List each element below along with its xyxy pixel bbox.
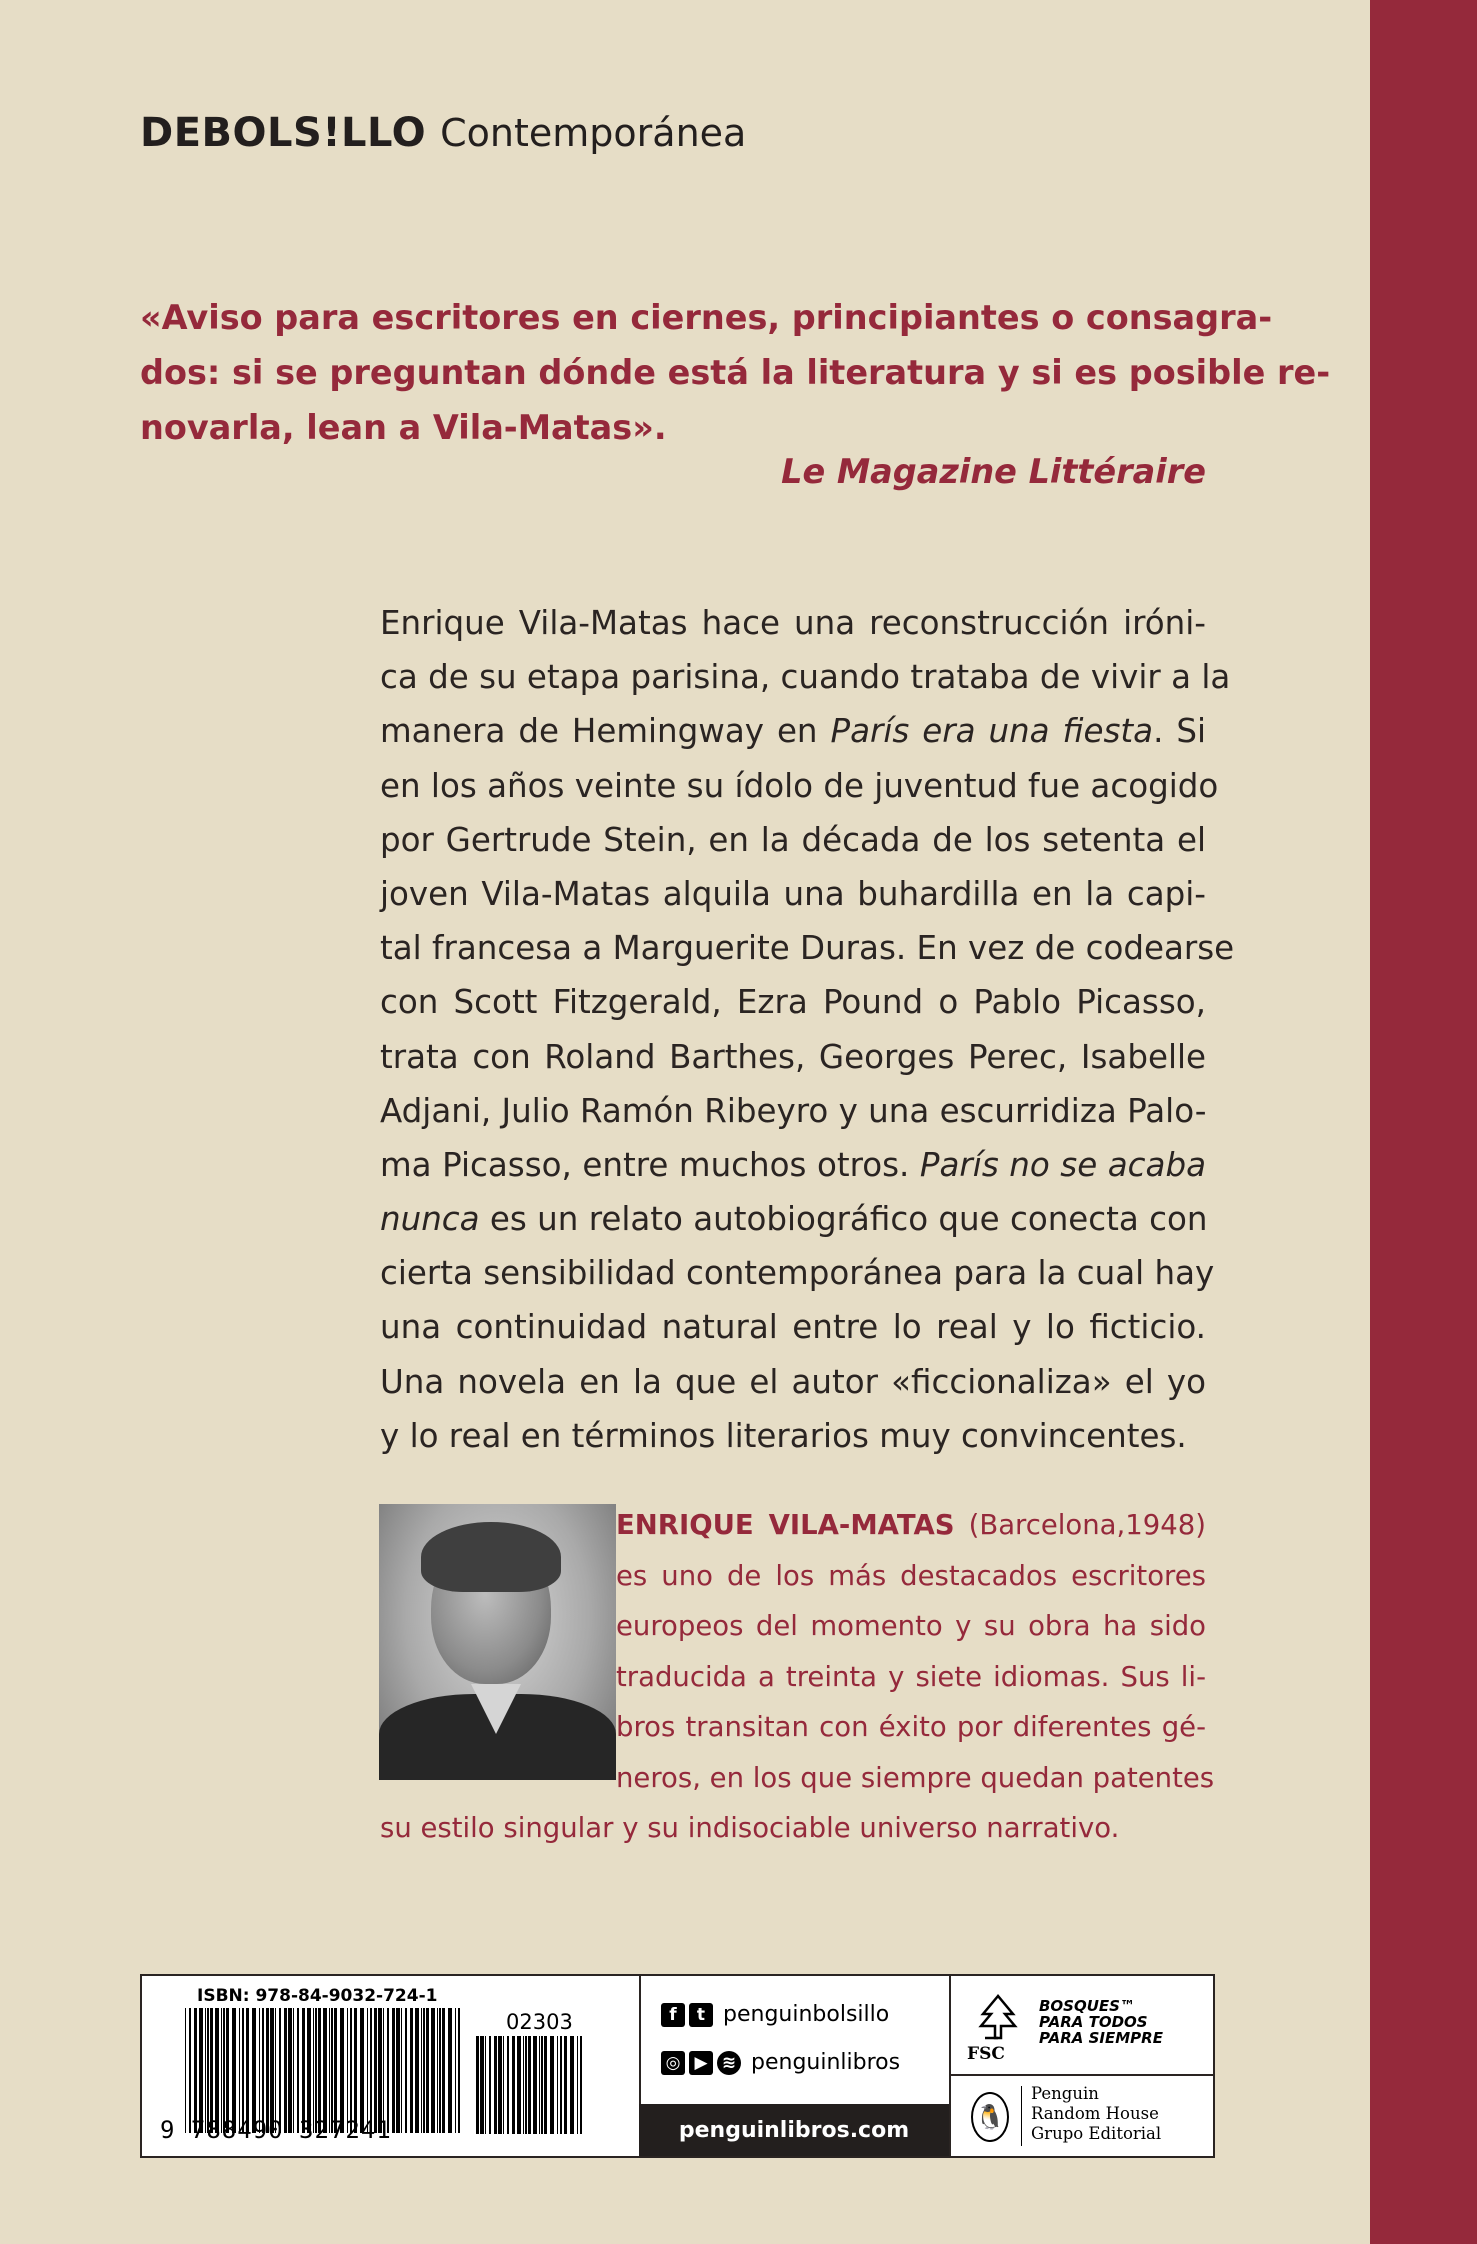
barcode-bar <box>350 2008 352 2133</box>
barcode-bar <box>392 2008 395 2133</box>
barcode-bar <box>458 2008 460 2133</box>
ean-digits: 9 788490 327241 <box>160 2116 392 2144</box>
barcode-bar <box>415 2008 419 2133</box>
barcode-bar <box>564 2036 567 2134</box>
barcode-bar <box>544 2036 547 2134</box>
bio-line: europeos del momento y su obra ha sido <box>616 1610 1206 1642</box>
author-origin: (Barcelona,1948) <box>968 1509 1206 1541</box>
barcode-bar <box>210 2008 213 2133</box>
barcode-bar <box>560 2036 562 2134</box>
barcode-bar <box>329 2008 330 2133</box>
barcode-bar <box>232 2008 236 2133</box>
back-cover-footer <box>140 1974 1215 2158</box>
barcode-bar <box>517 2036 521 2134</box>
barcode-bar <box>347 2008 348 2133</box>
barcode-bar <box>246 2008 249 2133</box>
collection-name: Contemporánea <box>440 111 747 155</box>
barcode-bar <box>207 2008 209 2133</box>
barcode-bar <box>503 2036 504 2134</box>
isbn: ISBN: 978-84-9032-724-1 <box>197 1986 438 2006</box>
barcode-bar <box>550 2036 554 2134</box>
fsc-label: FSC <box>967 2044 1005 2064</box>
barcode-bar <box>194 2008 197 2133</box>
quote-line: novarla, lean a Vila-Matas». <box>140 408 667 447</box>
addon-barcode <box>476 2036 584 2134</box>
barcode-bar <box>489 2036 491 2134</box>
barcode-bar <box>455 2008 456 2133</box>
barcode-bar <box>374 2008 377 2133</box>
barcode-bar <box>360 2008 364 2133</box>
addon-number: 02303 <box>506 2010 573 2034</box>
review-quote <box>140 290 1331 455</box>
bio-first-line <box>616 1500 1206 1551</box>
barcode-bar <box>437 2008 438 2133</box>
barcode-bar <box>570 2036 574 2134</box>
bio-line: neros, en los que siempre quedan patentes <box>616 1761 1215 1794</box>
barcode-bar <box>331 2008 333 2133</box>
barcode-bar <box>485 2036 486 2134</box>
barcode-bar <box>189 2008 191 2133</box>
barcode-bar <box>383 2008 384 2133</box>
synopsis-line: ca de su etapa parisina, cuando trataba de vivir a la <box>380 658 1231 697</box>
synopsis-line: en los años veinte su ídolo de juventud fue acogido <box>380 766 1219 805</box>
synopsis-line: Adjani, Julio Ramón Ribeyro y una escurridiza Palo- <box>380 1091 1207 1130</box>
barcode-bar <box>528 2036 531 2134</box>
barcode-bar <box>421 2008 422 2133</box>
barcode-bar <box>323 2008 327 2133</box>
barcode-bar <box>275 2008 276 2133</box>
logos-divider <box>949 2074 1213 2076</box>
barcode-bar <box>541 2036 543 2134</box>
barcode-bar <box>580 2036 582 2134</box>
barcode-bar <box>577 2036 578 2134</box>
barcode-bar <box>442 2008 445 2133</box>
synopsis-line: con Scott Fitzgerald, Ezra Pound o Pablo Picasso, <box>380 983 1206 1022</box>
barcode-bar <box>448 2008 452 2133</box>
barcode-bar <box>215 2008 219 2133</box>
synopsis-line: tal francesa a Marguerite Duras. En vez de codearse <box>380 929 1235 968</box>
barcode-bar <box>199 2008 203 2133</box>
barcode-bar <box>523 2036 524 2134</box>
author-bio <box>380 1500 1215 1854</box>
barcode-bar <box>367 2008 368 2133</box>
social-row-bolsillo <box>661 2002 889 2027</box>
quote-line: dos: si se preguntan dónde está la literatura y si es posible re- <box>140 353 1331 392</box>
barcode-bar <box>284 2008 287 2133</box>
prh-logo <box>967 2080 1197 2154</box>
synopsis-line: trata con Roland Barthes, Georges Perec, Isabelle <box>380 1037 1206 1076</box>
barcode-bar <box>279 2008 281 2133</box>
barcode-bar <box>293 2008 294 2133</box>
barcode-bar <box>205 2008 206 2133</box>
quote-line: «Aviso para escritores en ciernes, principiantes o consagra- <box>140 298 1273 337</box>
synopsis-line: y lo real en términos literarios muy convincentes. <box>380 1416 1187 1455</box>
barcode-bar <box>242 2008 244 2133</box>
synopsis-line: ma Picasso, entre muchos otros. París no se acaba <box>380 1145 1206 1184</box>
barcode-bar <box>410 2008 413 2133</box>
barcode-bar <box>307 2008 311 2133</box>
barcode-bar <box>480 2036 484 2134</box>
barcode-block <box>142 1976 641 2156</box>
barcode-bar <box>239 2008 240 2133</box>
barcode-bar <box>354 2008 357 2133</box>
barcode-bar <box>507 2036 509 2134</box>
spotify-icon: ≋ <box>717 2051 741 2075</box>
synopsis-line: por Gertrude Stein, en la década de los setenta el <box>380 820 1206 859</box>
barcode-bar <box>226 2008 229 2133</box>
synopsis-line: joven Vila-Matas alquila una buhardilla en la capi- <box>380 874 1206 913</box>
barcode-bar <box>270 2008 274 2133</box>
book-spine <box>1370 0 1477 2244</box>
social-block <box>639 1976 951 2156</box>
barcode-bar <box>423 2008 425 2133</box>
synopsis-line: nunca es un relato autobiográfico que conecta con <box>380 1200 1208 1239</box>
barcode-bar <box>387 2008 389 2133</box>
barcode-bar <box>318 2008 321 2133</box>
barcode-bar <box>315 2008 317 2133</box>
publisher-name: DEBOLS!LLO <box>140 110 427 156</box>
barcode-bar <box>302 2008 305 2133</box>
barcode-bar <box>334 2008 337 2133</box>
barcode-bar <box>259 2008 260 2133</box>
penguin-icon: 🐧 <box>971 2092 1009 2142</box>
barcode-bar <box>221 2008 222 2133</box>
instagram-icon: ◎ <box>661 2051 685 2075</box>
barcode-bar <box>340 2008 344 2133</box>
synopsis-line: manera de Hemingway en París era una fiesta. Si <box>380 712 1206 751</box>
synopsis-line: una continuidad natural entre lo real y lo ficticio. <box>380 1308 1206 1347</box>
barcode-bar <box>185 2008 186 2133</box>
website-link[interactable]: penguinlibros.com <box>639 2104 949 2156</box>
barcode-bar <box>426 2008 429 2133</box>
publisher-group: Penguin Random House Grupo Editorial <box>1031 2084 1162 2143</box>
barcode-bar <box>262 2008 264 2133</box>
quote-source: Le Magazine Littéraire <box>781 452 1206 491</box>
author-name: ENRIQUE VILA-MATAS <box>616 1509 955 1541</box>
barcode-bar <box>539 2036 540 2134</box>
logos-block <box>949 1976 1213 2156</box>
synopsis-line: Enrique Vila-Matas hace una reconstrucción iróni- <box>380 604 1206 642</box>
synopsis <box>380 596 1235 1463</box>
barcode-bar <box>512 2036 515 2134</box>
barcode-bar <box>223 2008 225 2133</box>
barcode-bar <box>405 2008 407 2133</box>
barcode-bar <box>533 2036 537 2134</box>
barcode-bar <box>288 2008 292 2133</box>
barcode-bar <box>431 2008 435 2133</box>
barcode-bar <box>401 2008 402 2133</box>
social-row-libros <box>661 2050 900 2075</box>
bio-line: bros transitan con éxito por diferentes gé- <box>616 1711 1206 1743</box>
barcode-bar <box>476 2036 479 2134</box>
barcode-bar <box>266 2008 269 2133</box>
synopsis-line: cierta sensibilidad contemporánea para la cual hay <box>380 1254 1215 1293</box>
barcode-bar <box>439 2008 441 2133</box>
youtube-icon: ▶ <box>689 2051 713 2075</box>
bio-line: traducida a treinta y siete idiomas. Sus li- <box>616 1660 1206 1693</box>
bio-line: es uno de los más destacados escritores <box>616 1559 1206 1592</box>
fsc-logo <box>967 1986 1197 2066</box>
social-handle: penguinlibros <box>751 2050 901 2075</box>
social-handle: penguinbolsillo <box>723 2002 890 2027</box>
barcode-bar <box>252 2008 256 2133</box>
bio-line: su estilo singular y su indisociable universo narrativo. <box>380 1812 1120 1844</box>
barcode-bar <box>313 2008 314 2133</box>
barcode-bar <box>494 2036 497 2134</box>
barcode-bar <box>378 2008 382 2133</box>
ean-barcode <box>185 2008 462 2133</box>
barcode-bar <box>498 2036 502 2134</box>
barcode-bar <box>396 2008 400 2133</box>
fsc-slogan: BOSQUES™ PARA TODOS PARA SIEMPRE <box>1039 1997 1163 2047</box>
twitter-icon: t <box>689 2003 713 2027</box>
barcode-bar <box>525 2036 527 2134</box>
barcode-bar <box>557 2036 558 2134</box>
synopsis-line: Una novela en la que el autor «ficcionaliza» el yo <box>380 1362 1206 1401</box>
brand-header <box>140 110 746 170</box>
facebook-icon: f <box>661 2003 685 2027</box>
barcode-bar <box>370 2008 372 2133</box>
fsc-tree-icon <box>973 1992 1023 2042</box>
barcode-bar <box>297 2008 299 2133</box>
